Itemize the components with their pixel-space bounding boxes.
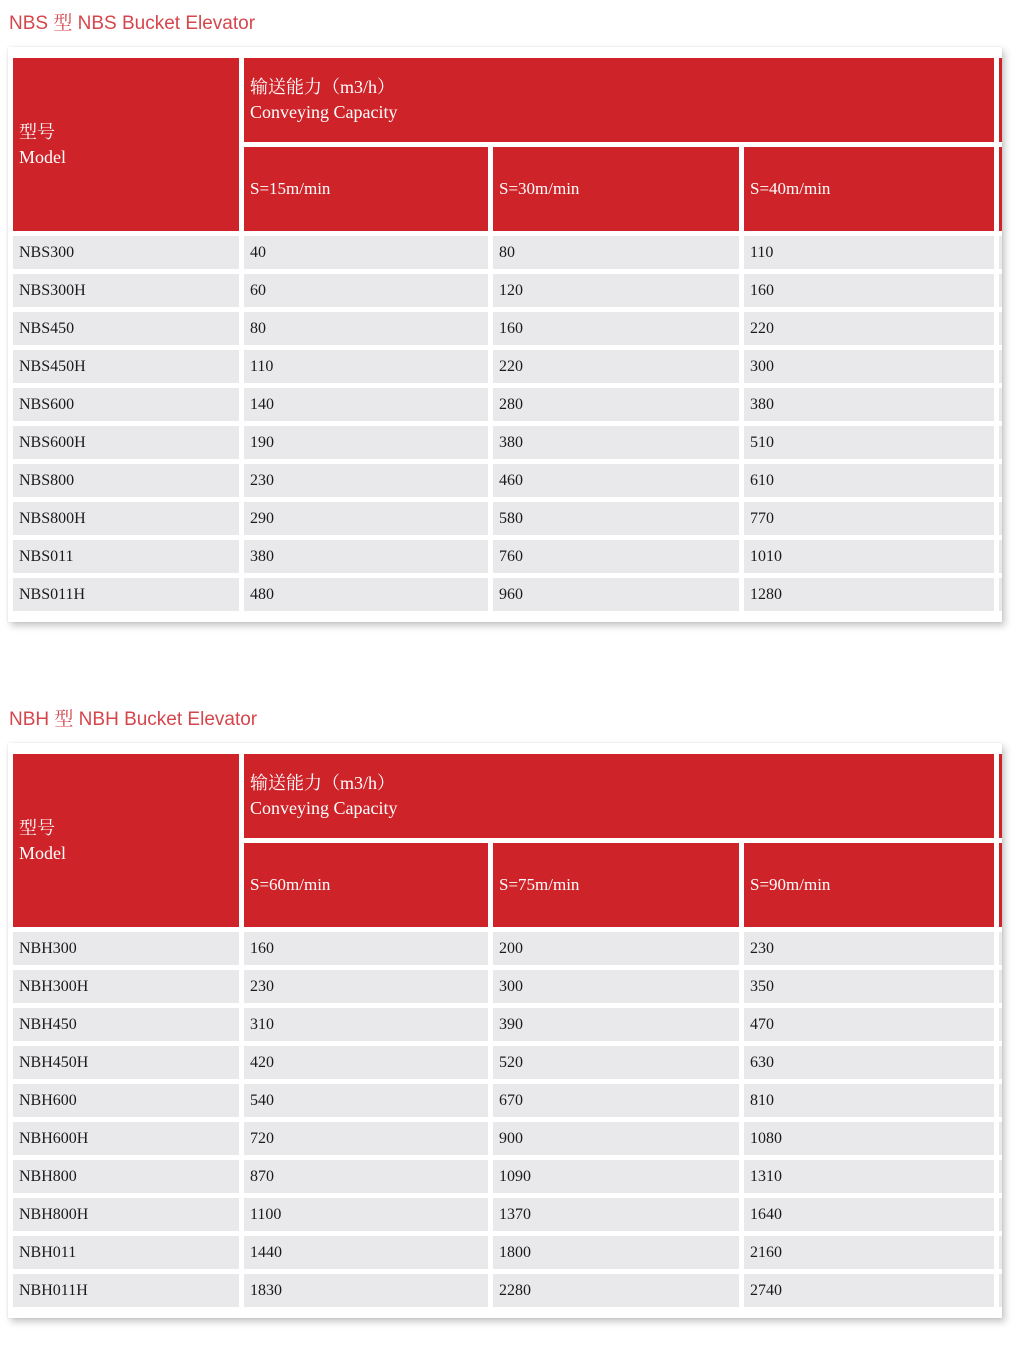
table-row xyxy=(13,1046,1002,1079)
value-cell: 120 xyxy=(493,274,739,307)
value-cell: 80 xyxy=(493,236,739,269)
value-cell: 1310 xyxy=(744,1160,994,1193)
clipped-cell xyxy=(999,1198,1002,1231)
value-cell: 110 xyxy=(744,236,994,269)
model-header-zh: 型号 xyxy=(19,121,55,142)
table-row xyxy=(13,1008,1002,1041)
value-cell: 1080 xyxy=(744,1122,994,1155)
table-row xyxy=(13,1198,1002,1231)
value-cell: 2740 xyxy=(744,1274,994,1307)
header-row-capacity xyxy=(13,58,1002,142)
model-cell: NBH600 xyxy=(13,1084,239,1117)
value-cell: 1100 xyxy=(244,1198,488,1231)
clipped-cell xyxy=(999,426,1002,459)
value-cell: 1830 xyxy=(244,1274,488,1307)
clipped-cell xyxy=(999,236,1002,269)
model-cell: NBH300H xyxy=(13,970,239,1003)
model-cell: NBH800 xyxy=(13,1160,239,1193)
capacity-header-en: Conveying Capacity xyxy=(250,798,398,818)
model-cell: NBS450 xyxy=(13,312,239,345)
model-cell: NBH600H xyxy=(13,1122,239,1155)
value-cell: 900 xyxy=(493,1122,739,1155)
nbs-table-card xyxy=(8,47,1002,622)
table-row xyxy=(13,388,1002,421)
nbh-table-card xyxy=(8,743,1002,1318)
model-header-en: Model xyxy=(19,146,66,167)
value-cell: 720 xyxy=(244,1122,488,1155)
value-cell: 290 xyxy=(244,502,488,535)
model-cell: NBS600 xyxy=(13,388,239,421)
table-row xyxy=(13,312,1002,345)
model-header-en: Model xyxy=(19,842,66,863)
value-cell: 190 xyxy=(244,426,488,459)
value-cell: 510 xyxy=(744,426,994,459)
value-cell: 280 xyxy=(493,388,739,421)
clipped-cell xyxy=(999,464,1002,497)
value-cell: 300 xyxy=(493,970,739,1003)
value-cell: 2280 xyxy=(493,1274,739,1307)
value-cell: 520 xyxy=(493,1046,739,1079)
clipped-cell xyxy=(999,1008,1002,1041)
value-cell: 160 xyxy=(493,312,739,345)
clipped-cell xyxy=(999,1122,1002,1155)
value-cell: 160 xyxy=(244,932,488,965)
clipped-cell xyxy=(999,1274,1002,1307)
nbs-table-header xyxy=(13,58,1002,231)
clipped-cell xyxy=(999,540,1002,573)
table-row xyxy=(13,350,1002,383)
nbs-section-title: NBS 型 NBS Bucket Elevator xyxy=(9,13,256,34)
clipped-cell xyxy=(999,1084,1002,1117)
clipped-header-cell xyxy=(999,754,1002,838)
value-cell: 760 xyxy=(493,540,739,573)
model-cell: NBS300H xyxy=(13,274,239,307)
clipped-cell xyxy=(999,578,1002,611)
value-cell: 310 xyxy=(244,1008,488,1041)
value-cell: 670 xyxy=(493,1084,739,1117)
value-cell: 1440 xyxy=(244,1236,488,1269)
value-cell: 2160 xyxy=(744,1236,994,1269)
capacity-header-cell xyxy=(244,58,994,142)
clipped-cell xyxy=(999,1236,1002,1269)
model-cell: NBS600H xyxy=(13,426,239,459)
value-cell: 470 xyxy=(744,1008,994,1041)
clipped-cell xyxy=(999,274,1002,307)
table-row xyxy=(13,578,1002,611)
clipped-speed-header xyxy=(999,843,1002,927)
table-row xyxy=(13,464,1002,497)
table-row xyxy=(13,1122,1002,1155)
clipped-speed-header xyxy=(999,147,1002,231)
nbh-section xyxy=(8,708,1020,1318)
speed-header-1: S=75m/min xyxy=(493,843,739,927)
nbs-section xyxy=(8,12,1020,622)
model-cell: NBS011 xyxy=(13,540,239,573)
value-cell: 580 xyxy=(493,502,739,535)
clipped-header-cell xyxy=(999,58,1002,142)
speed-header-1: S=30m/min xyxy=(493,147,739,231)
model-cell: NBS011H xyxy=(13,578,239,611)
speed-header-0: S=60m/min xyxy=(244,843,488,927)
model-cell: NBH450H xyxy=(13,1046,239,1079)
value-cell: 1800 xyxy=(493,1236,739,1269)
table-row xyxy=(13,426,1002,459)
clipped-cell xyxy=(999,932,1002,965)
speed-header-2: S=40m/min xyxy=(744,147,994,231)
value-cell: 230 xyxy=(244,970,488,1003)
model-cell: NBS300 xyxy=(13,236,239,269)
value-cell: 40 xyxy=(244,236,488,269)
value-cell: 870 xyxy=(244,1160,488,1193)
clipped-cell xyxy=(999,312,1002,345)
clipped-cell xyxy=(999,388,1002,421)
value-cell: 1010 xyxy=(744,540,994,573)
value-cell: 1280 xyxy=(744,578,994,611)
table-row xyxy=(13,970,1002,1003)
nbs-table-body xyxy=(13,236,1002,611)
model-cell: NBH800H xyxy=(13,1198,239,1231)
table-row xyxy=(13,502,1002,535)
nbh-spec-table xyxy=(8,749,1002,1312)
model-cell: NBH300 xyxy=(13,932,239,965)
value-cell: 200 xyxy=(493,932,739,965)
value-cell: 300 xyxy=(744,350,994,383)
clipped-cell xyxy=(999,1046,1002,1079)
table-row xyxy=(13,236,1002,269)
model-cell: NBH011 xyxy=(13,1236,239,1269)
table-row xyxy=(13,932,1002,965)
value-cell: 230 xyxy=(244,464,488,497)
value-cell: 220 xyxy=(493,350,739,383)
table-row xyxy=(13,1084,1002,1117)
value-cell: 140 xyxy=(244,388,488,421)
table-row xyxy=(13,1236,1002,1269)
value-cell: 960 xyxy=(493,578,739,611)
value-cell: 460 xyxy=(493,464,739,497)
header-row-capacity xyxy=(13,754,1002,838)
model-header-cell xyxy=(13,58,239,231)
nbh-section-title: NBH 型 NBH Bucket Elevator xyxy=(9,709,258,730)
value-cell: 350 xyxy=(744,970,994,1003)
model-cell: NBH011H xyxy=(13,1274,239,1307)
value-cell: 810 xyxy=(744,1084,994,1117)
value-cell: 1640 xyxy=(744,1198,994,1231)
speed-header-0: S=15m/min xyxy=(244,147,488,231)
value-cell: 630 xyxy=(744,1046,994,1079)
clipped-cell xyxy=(999,350,1002,383)
model-cell: NBS800H xyxy=(13,502,239,535)
nbh-table-header xyxy=(13,754,1002,927)
capacity-header-en: Conveying Capacity xyxy=(250,102,398,122)
value-cell: 220 xyxy=(744,312,994,345)
table-row xyxy=(13,1160,1002,1193)
value-cell: 540 xyxy=(244,1084,488,1117)
value-cell: 390 xyxy=(493,1008,739,1041)
value-cell: 480 xyxy=(244,578,488,611)
model-header-cell xyxy=(13,754,239,927)
model-cell: NBS800 xyxy=(13,464,239,497)
model-header-zh: 型号 xyxy=(19,817,55,838)
value-cell: 160 xyxy=(744,274,994,307)
clipped-cell xyxy=(999,970,1002,1003)
table-row xyxy=(13,1274,1002,1307)
value-cell: 610 xyxy=(744,464,994,497)
table-row xyxy=(13,540,1002,573)
value-cell: 230 xyxy=(744,932,994,965)
nbh-table-body xyxy=(13,932,1002,1307)
capacity-header-cell xyxy=(244,754,994,838)
value-cell: 380 xyxy=(244,540,488,573)
nbs-spec-table xyxy=(8,53,1002,616)
speed-header-2: S=90m/min xyxy=(744,843,994,927)
capacity-header-zh: 输送能力（m3/h） xyxy=(250,77,396,97)
value-cell: 420 xyxy=(244,1046,488,1079)
value-cell: 380 xyxy=(493,426,739,459)
value-cell: 1090 xyxy=(493,1160,739,1193)
value-cell: 1370 xyxy=(493,1198,739,1231)
value-cell: 80 xyxy=(244,312,488,345)
clipped-cell xyxy=(999,502,1002,535)
value-cell: 110 xyxy=(244,350,488,383)
capacity-header-zh: 输送能力（m3/h） xyxy=(250,773,396,793)
value-cell: 380 xyxy=(744,388,994,421)
value-cell: 60 xyxy=(244,274,488,307)
value-cell: 770 xyxy=(744,502,994,535)
model-cell: NBS450H xyxy=(13,350,239,383)
model-cell: NBH450 xyxy=(13,1008,239,1041)
clipped-cell xyxy=(999,1160,1002,1193)
table-row xyxy=(13,274,1002,307)
